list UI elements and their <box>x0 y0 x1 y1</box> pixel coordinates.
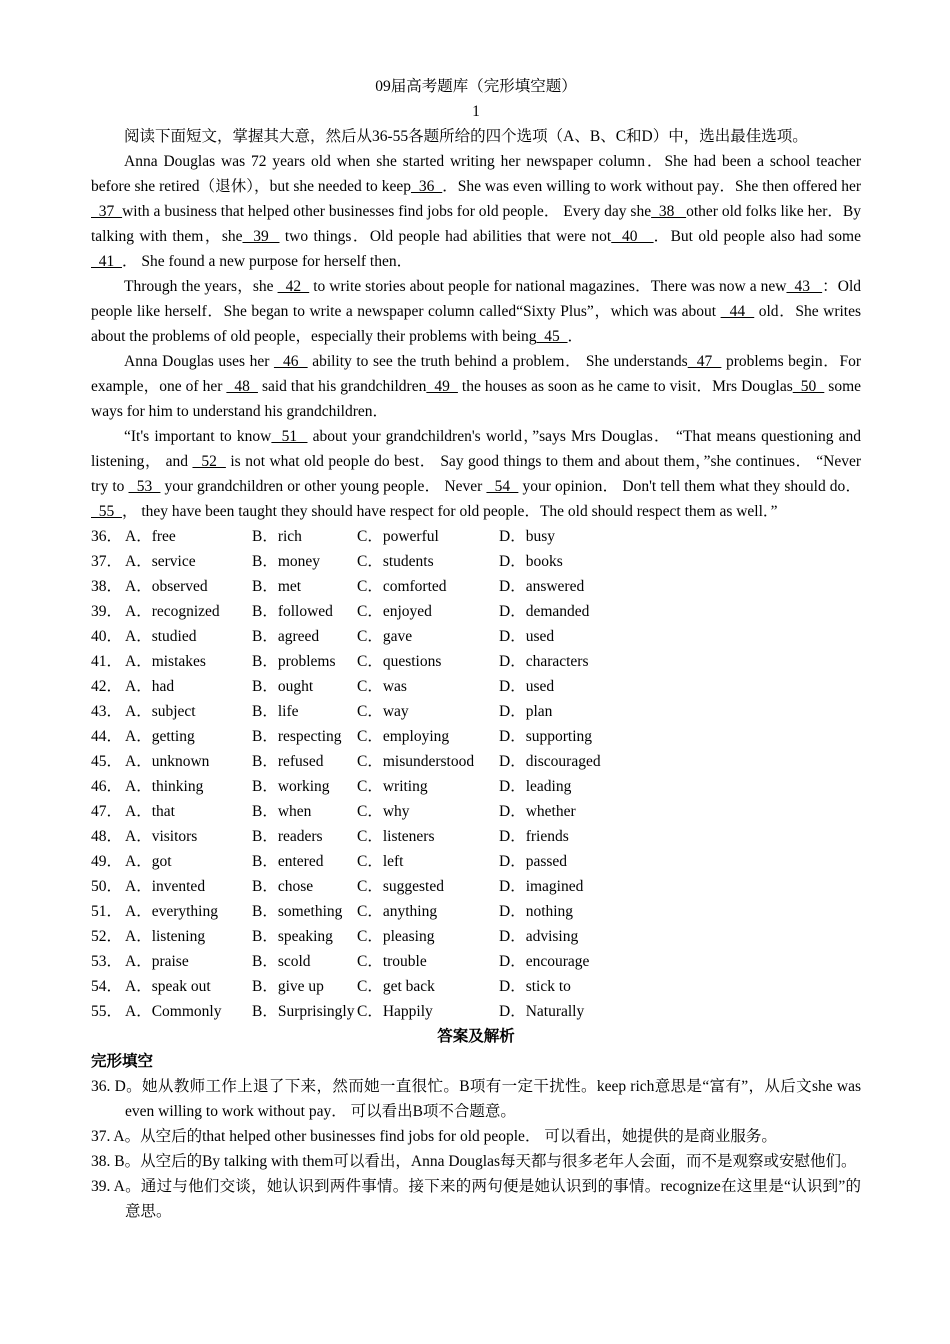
option-c: C．gave <box>357 628 413 645</box>
passage-text: ability to see the truth behind a problem． She understands <box>307 353 688 370</box>
question-list <box>91 524 861 1024</box>
blank-number: 36 <box>410 178 443 195</box>
passage-text: other old folks like her．By talking with them，she <box>91 203 862 245</box>
option-a: A．everything <box>125 903 218 920</box>
blank-number: 39 <box>242 228 280 245</box>
option-c: C．pleasing <box>357 928 435 945</box>
question-number: 49． <box>91 853 123 870</box>
blank-number: 52 <box>192 453 226 470</box>
option-d: D．nothing <box>499 903 574 920</box>
option-a: A．mistakes <box>125 653 206 670</box>
blank-number: 54 <box>486 478 519 495</box>
option-c: C．Happily <box>357 1003 433 1020</box>
option-b: B．problems <box>252 653 336 670</box>
blank-number: 46 <box>273 353 308 370</box>
option-a: A．that <box>125 803 175 820</box>
passage-text: ． She found a new purpose for herself then． <box>122 253 413 270</box>
question-number: 52． <box>91 928 123 945</box>
question-number: 45． <box>91 753 123 770</box>
blank-number: 55 <box>91 503 122 520</box>
option-c: C．was <box>357 678 407 695</box>
passage-text: your grandchildren or other young people． Never <box>160 478 487 495</box>
option-a: A．listening <box>125 928 206 945</box>
question-row <box>91 974 861 999</box>
passage-text: is not what old people do best． Say good things to them and about them，”she continues． “Never try to <box>91 453 862 495</box>
passage-text: ．But old people also had some <box>653 228 861 245</box>
question-number: 46． <box>91 778 123 795</box>
answer-list <box>91 1074 861 1224</box>
option-d: D．used <box>499 628 555 645</box>
option-a: A．subject <box>125 703 196 720</box>
option-b: B．scold <box>252 953 311 970</box>
question-row <box>91 899 861 924</box>
blank-number: 42 <box>277 278 310 295</box>
question-number: 38． <box>91 578 123 595</box>
passage-paragraph <box>91 424 861 524</box>
option-b: B．speaking <box>252 928 333 945</box>
passage-paragraph <box>91 149 861 274</box>
option-d: D．answered <box>499 578 585 595</box>
question-number: 42． <box>91 678 123 695</box>
document-title: 09届高考题库（完形填空题） <box>375 78 577 95</box>
question-number: 40． <box>91 628 123 645</box>
option-a: A．free <box>125 528 176 545</box>
option-c: C．anything <box>357 903 438 920</box>
option-d: D．discouraged <box>499 753 601 770</box>
question-number: 51． <box>91 903 123 920</box>
passage-text: ， they have been taught they should have respect for old people．The old should respect them as well．” <box>122 503 778 520</box>
question-row <box>91 999 861 1024</box>
question-number: 53． <box>91 953 123 970</box>
blank-number: 47 <box>687 353 722 370</box>
question-number: 43． <box>91 703 123 720</box>
option-a: A．observed <box>125 578 208 595</box>
blank-number: 45 <box>536 328 568 345</box>
option-c: C．trouble <box>357 953 427 970</box>
option-d: D．advising <box>499 928 579 945</box>
passage-paragraph <box>91 349 861 424</box>
question-number: 36． <box>91 528 123 545</box>
option-c: C．comforted <box>357 578 447 595</box>
passage-text: ．She was even willing to work without pay．She then offered her <box>442 178 861 195</box>
option-a: A．thinking <box>125 778 204 795</box>
option-b: B．money <box>252 553 321 570</box>
passage <box>91 149 861 524</box>
blank-number: 53 <box>128 478 161 495</box>
question-row <box>91 949 861 974</box>
question-number: 55． <box>91 1003 123 1020</box>
blank-number: 38 <box>651 203 687 220</box>
question-row <box>91 524 861 549</box>
blank-number: 40 <box>611 228 654 245</box>
passage-paragraph <box>91 274 861 349</box>
question-row <box>91 924 861 949</box>
question-number: 44． <box>91 728 123 745</box>
option-b: B．followed <box>252 603 333 620</box>
option-c: C．writing <box>357 778 428 795</box>
passage-text: old．She writes about the problems of old people，especially their problems with being <box>91 303 862 345</box>
question-row <box>91 874 861 899</box>
question-number: 50． <box>91 878 123 895</box>
option-d: D．characters <box>499 653 589 670</box>
option-b: B．rich <box>252 528 302 545</box>
passage-text: to write stories about people for national magazines．There was now a new <box>309 278 787 295</box>
option-c: C．left <box>357 853 404 870</box>
option-c: C．questions <box>357 653 442 670</box>
blank-number: 44 <box>720 303 755 320</box>
passage-text: some ways for him to understand his grandchildren． <box>91 378 862 420</box>
passage-text: ：Old people like herself．She began to write a newspaper column called“Sixty Plus”，which was about <box>91 278 862 320</box>
blank-number: 51 <box>271 428 308 445</box>
option-a: A．speak out <box>125 978 211 995</box>
blank-number: 48 <box>226 378 258 395</box>
passage-text: your opinion． Don't tell them what they should do． <box>518 478 862 495</box>
blank-number: 41 <box>91 253 122 270</box>
option-d: D．busy <box>499 528 555 545</box>
passage-text: problems begin．For example，one of her <box>91 353 861 395</box>
option-a: A．visitors <box>125 828 198 845</box>
option-d: D．plan <box>499 703 553 720</box>
option-b: B．working <box>252 778 330 795</box>
option-d: D．stick to <box>499 978 571 995</box>
blank-number: 49 <box>426 378 458 395</box>
option-d: D．imagined <box>499 878 584 895</box>
answer-item: 36. D。她从教师工作上退了下来，然而她一直很忙。B项有一定干扰性。keep rich意思是“富有”，从后文she was even willing to work without pay． 可以看出B项不合题意。 <box>91 1078 861 1120</box>
option-b: B．refused <box>252 753 324 770</box>
question-row <box>91 824 861 849</box>
question-row <box>91 849 861 874</box>
question-row <box>91 574 861 599</box>
question-row <box>91 649 861 674</box>
question-number: 41． <box>91 653 123 670</box>
passage-text: Anna Douglas was 72 years old when she started writing her newspaper column．She had been a school teacher before she retired（退休），but she needed to keep <box>91 153 861 195</box>
page-number: 1 <box>472 103 480 120</box>
option-d: D．friends <box>499 828 569 845</box>
option-d: D．Naturally <box>499 1003 585 1020</box>
passage-text: Anna Douglas uses her <box>124 353 274 370</box>
option-a: A．unknown <box>125 753 210 770</box>
option-c: C．powerful <box>357 528 439 545</box>
question-row <box>91 674 861 699</box>
question-row <box>91 774 861 799</box>
passage-text: two things．Old people had abilities that were not <box>279 228 612 245</box>
option-c: C．enjoyed <box>357 603 432 620</box>
section-heading: 完形填空 <box>91 1053 154 1070</box>
option-b: B．when <box>252 803 312 820</box>
option-a: A．had <box>125 678 175 695</box>
option-d: D．encourage <box>499 953 590 970</box>
option-d: D．supporting <box>499 728 593 745</box>
question-number: 39． <box>91 603 123 620</box>
answer-item: 39. A。通过与他们交谈，她认识到两件事情。接下来的两句便是她认识到的事情。recognize在这里是“认识到”的意思。 <box>91 1178 861 1220</box>
question-row <box>91 599 861 624</box>
instruction: 阅读下面短文，掌握其大意，然后从36-55各题所给的四个选项（A、B、C和D）中，选出最佳选项。 <box>124 128 808 145</box>
option-a: A．invented <box>125 878 206 895</box>
passage-text: “It's important to know <box>124 428 272 445</box>
passage-text: ． <box>567 328 584 345</box>
option-b: B．respecting <box>252 728 342 745</box>
option-a: A．getting <box>125 728 195 745</box>
option-d: D．passed <box>499 853 568 870</box>
blank-number: 37 <box>91 203 123 220</box>
question-number: 47． <box>91 803 123 820</box>
option-c: C．listeners <box>357 828 435 845</box>
option-b: B．something <box>252 903 343 920</box>
option-b: B．met <box>252 578 302 595</box>
answer-item: 37. A。从空后的that helped other businesses find jobs for old people． 可以看出，她提供的是商业服务。 <box>91 1128 777 1145</box>
question-row <box>91 799 861 824</box>
option-b: B．Surprisingly <box>252 1003 355 1020</box>
blank-number: 50 <box>792 378 825 395</box>
option-b: B．life <box>252 703 299 720</box>
option-a: A．recognized <box>125 603 220 620</box>
option-a: A．got <box>125 853 172 870</box>
option-b: B．chose <box>252 878 314 895</box>
passage-text: with a business that helped other businesses find jobs for old people． Every day she <box>122 203 652 220</box>
option-c: C．students <box>357 553 434 570</box>
question-row <box>91 699 861 724</box>
option-d: D．leading <box>499 778 572 795</box>
question-number: 48． <box>91 828 123 845</box>
option-a: A．Commonly <box>125 1003 222 1020</box>
option-d: D．books <box>499 553 563 570</box>
question-number: 37． <box>91 553 123 570</box>
option-a: A．studied <box>125 628 197 645</box>
option-b: B．give up <box>252 978 324 995</box>
option-a: A．service <box>125 553 196 570</box>
question-number: 54． <box>91 978 123 995</box>
question-row <box>91 724 861 749</box>
blank-number: 43 <box>786 278 823 295</box>
passage-text: about your grandchildren's world，”says Mrs Douglas． “That means questioning and listening， and <box>91 428 861 470</box>
option-d: D．whether <box>499 803 576 820</box>
option-d: D．used <box>499 678 555 695</box>
answers-heading: 答案及解析 <box>437 1028 515 1045</box>
passage-text: the houses as soon as he came to visit．Mrs Douglas <box>457 378 793 395</box>
option-a: A．praise <box>125 953 189 970</box>
passage-text: said that his grandchildren <box>257 378 427 395</box>
option-b: B．readers <box>252 828 323 845</box>
question-row <box>91 549 861 574</box>
option-c: C．misunderstood <box>357 753 475 770</box>
document-page <box>91 74 861 1224</box>
option-c: C．employing <box>357 728 450 745</box>
option-c: C．suggested <box>357 878 444 895</box>
option-d: D．demanded <box>499 603 590 620</box>
answer-item: 38. B。从空后的By talking with them可以看出，Anna Douglas每天都与很多老年人会面，而不是观察或安慰他们。 <box>91 1153 857 1170</box>
option-b: B．entered <box>252 853 324 870</box>
option-c: C．why <box>357 803 410 820</box>
option-b: B．agreed <box>252 628 320 645</box>
passage-text: Through the years，she <box>124 278 278 295</box>
question-row <box>91 749 861 774</box>
option-c: C．get back <box>357 978 435 995</box>
option-c: C．way <box>357 703 409 720</box>
option-b: B．ought <box>252 678 314 695</box>
question-row <box>91 624 861 649</box>
